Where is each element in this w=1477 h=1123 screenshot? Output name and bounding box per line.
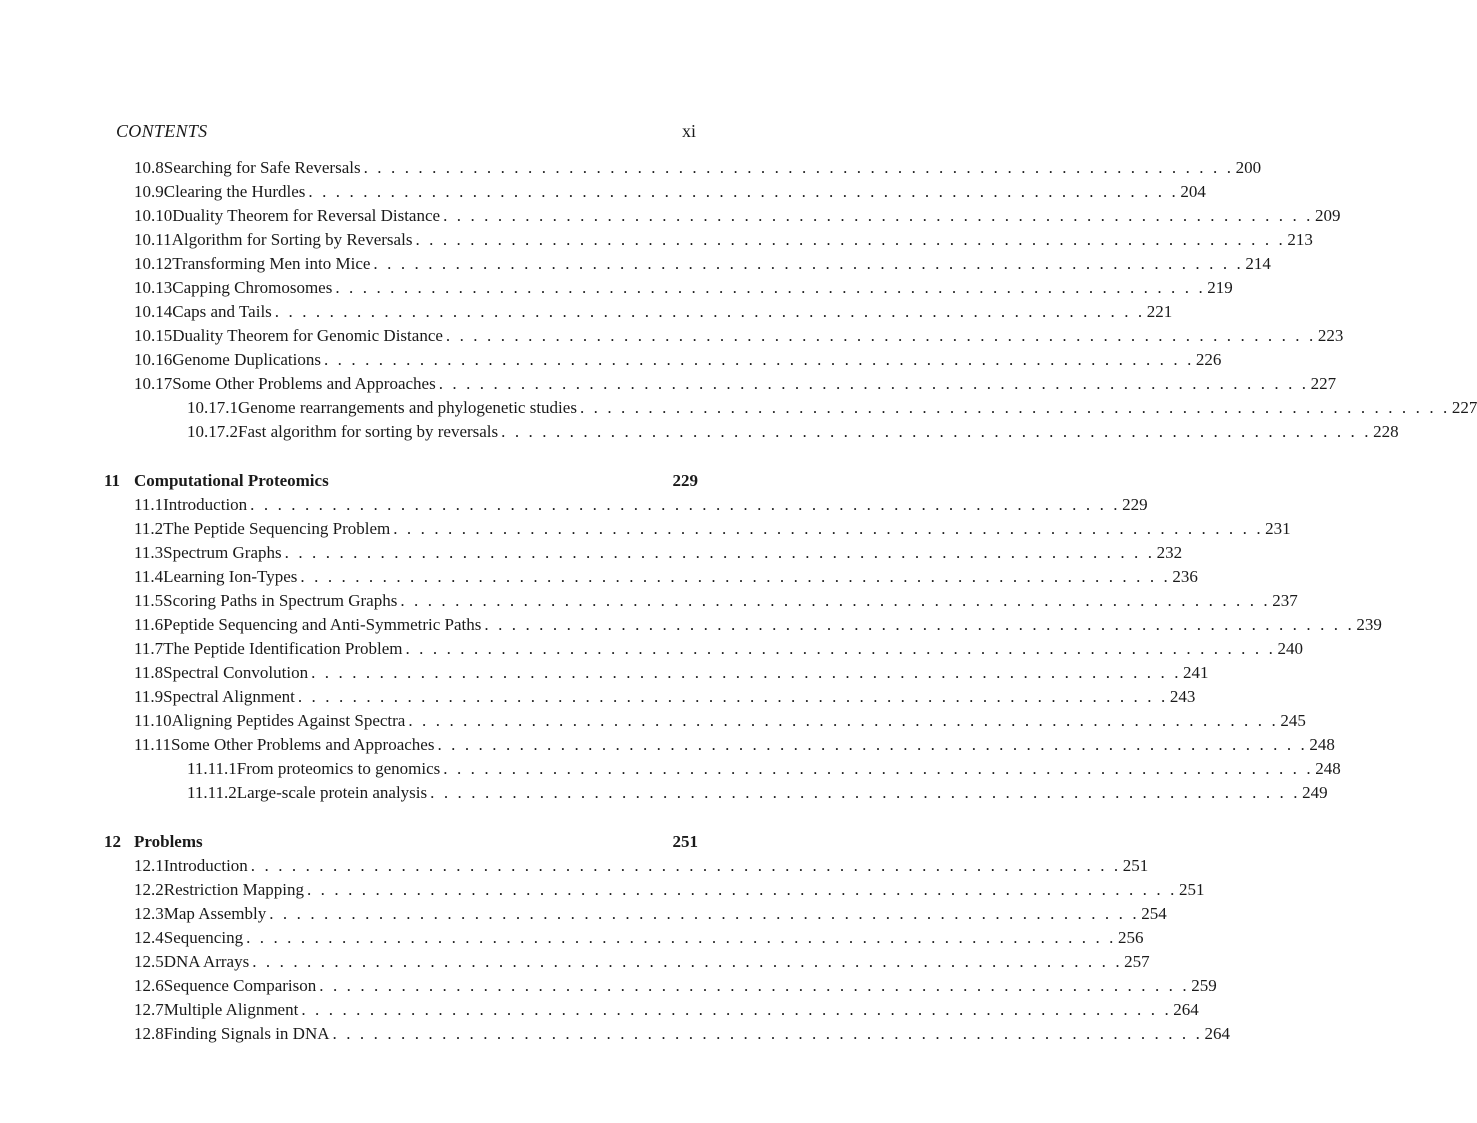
page-number: 245 bbox=[1280, 711, 1306, 730]
section-title: Learning Ion-Types bbox=[163, 567, 298, 586]
page-number: 259 bbox=[1191, 976, 1217, 995]
dot-leader: . . . . . . . . . . . . . . . . . . . . . . . . . . . . . . . . . . . . . . . . . . . . . . . . . . . . . . . . . . . . . . . . bbox=[269, 904, 1140, 923]
toc-entry bbox=[134, 156, 1262, 180]
chapter-heading bbox=[104, 830, 698, 854]
section-title: Genome Duplications bbox=[172, 350, 321, 369]
section-title: Map Assembly bbox=[163, 904, 267, 923]
toc-entry bbox=[134, 493, 1148, 517]
subsection-title: Large-scale protein analysis bbox=[236, 783, 428, 802]
page-number: 264 bbox=[1204, 1024, 1230, 1043]
section-number: 10.10 bbox=[134, 206, 173, 225]
section-title: Duality Theorem for Reversal Distance bbox=[172, 206, 441, 225]
page-number: 209 bbox=[1315, 206, 1341, 225]
page-number: 231 bbox=[1265, 519, 1291, 538]
section-number: 12.3 bbox=[134, 904, 164, 923]
section-title: Spectral Alignment bbox=[163, 687, 295, 706]
section-title: Introduction bbox=[163, 856, 248, 875]
dot-leader: . . . . . . . . . . . . . . . . . . . . . . . . . . . . . . . . . . . . . . . . . . . . . . . . . . . . . . . . . . . . . . . . bbox=[297, 687, 1168, 706]
section-title: Searching for Safe Reversals bbox=[163, 158, 361, 177]
section-number: 11.9 bbox=[134, 687, 164, 706]
page-number: 223 bbox=[1317, 326, 1344, 345]
running-head bbox=[116, 118, 696, 144]
section-number: 10.16 bbox=[134, 350, 173, 369]
toc-entry bbox=[134, 252, 1271, 276]
dot-leader: . . . . . . . . . . . . . . . . . . . . . . . . . . . . . . . . . . . . . . . . . . . . . . . . . . . . . . . . . . . . . . . . bbox=[332, 1024, 1203, 1043]
page-number: 213 bbox=[1287, 230, 1313, 249]
section-title: DNA Arrays bbox=[163, 952, 250, 971]
page-number: 236 bbox=[1172, 567, 1198, 586]
section-number: 10.12 bbox=[134, 254, 173, 273]
section-number: 10.13 bbox=[134, 278, 173, 297]
dot-leader: . . . . . . . . . . . . . . . . . . . . . . . . . . . . . . . . . . . . . . . . . . . . . . . . . . . . . . . . . . . . . . . . bbox=[443, 759, 1314, 778]
toc-subentry bbox=[187, 420, 1399, 444]
toc-entry bbox=[134, 276, 1233, 300]
toc-subentry bbox=[187, 781, 1328, 805]
page-number: 239 bbox=[1356, 615, 1382, 634]
section-title: Multiple Alignment bbox=[163, 1000, 299, 1019]
dot-leader: . . . . . . . . . . . . . . . . . . . . . . . . . . . . . . . . . . . . . . . . . . . . . . . . . . . . . . . . . . . . . . . . bbox=[250, 495, 1121, 514]
toc-entry bbox=[134, 854, 1149, 878]
dot-leader: . . . . . . . . . . . . . . . . . . . . . . . . . . . . . . . . . . . . . . . . . . . . . . . . . . . . . . . . . . . . . . . . bbox=[250, 856, 1121, 875]
page-number: 227 bbox=[1451, 398, 1477, 417]
section-title: Spectral Convolution bbox=[163, 663, 309, 682]
dot-leader: . . . . . . . . . . . . . . . . . . . . . . . . . . . . . . . . . . . . . . . . . . . . . . . . . . . . . . . . . . . . . . . . bbox=[408, 711, 1279, 730]
page-number: 248 bbox=[1309, 735, 1335, 754]
section-number: 12.5 bbox=[134, 952, 164, 971]
section-title: Capping Chromosomes bbox=[172, 278, 333, 297]
dot-leader: . . . . . . . . . . . . . . . . . . . . . . . . . . . . . . . . . . . . . . . . . . . . . . . . . . . . . . . . . . . . . . . . bbox=[311, 663, 1182, 682]
dot-leader: . . . . . . . . . . . . . . . . . . . . . . . . . . . . . . . . . . . . . . . . . . . . . . . . . . . . . . . . . . . . . . . . bbox=[300, 567, 1171, 586]
page-number: 249 bbox=[1302, 783, 1328, 802]
dot-leader: . . . . . . . . . . . . . . . . . . . . . . . . . . . . . . . . . . . . . . . . . . . . . . . . . . . . . . . . . . . . . . . . bbox=[319, 976, 1190, 995]
section-title: Sequencing bbox=[163, 928, 244, 947]
toc-entry bbox=[134, 661, 1209, 685]
toc-entry bbox=[134, 541, 1183, 565]
toc-entry bbox=[134, 565, 1198, 589]
section-number: 11.6 bbox=[134, 615, 164, 634]
dot-leader: . . . . . . . . . . . . . . . . . . . . . . . . . . . . . . . . . . . . . . . . . . . . . . . . . . . . . . . . . . . . . . . . bbox=[445, 326, 1316, 345]
dot-leader: . . . . . . . . . . . . . . . . . . . . . . . . . . . . . . . . . . . . . . . . . . . . . . . . . . . . . . . . . . . . . . . . bbox=[373, 254, 1244, 273]
toc-subentry bbox=[187, 757, 1341, 781]
page-number: 251 bbox=[672, 832, 698, 851]
page-number: 240 bbox=[1277, 639, 1303, 658]
section-number: 12.4 bbox=[134, 928, 164, 947]
toc-entry bbox=[134, 324, 1344, 348]
section-number: 12.7 bbox=[134, 1000, 164, 1019]
page-number: 251 bbox=[1178, 880, 1205, 899]
dot-leader: . . . . . . . . . . . . . . . . . . . . . . . . . . . . . . . . . . . . . . . . . . . . . . . . . . . . . . . . . . . . . . . . bbox=[252, 952, 1123, 971]
toc-entry bbox=[134, 974, 1217, 998]
section-title: Transforming Men into Mice bbox=[172, 254, 371, 273]
dot-leader: . . . . . . . . . . . . . . . . . . . . . . . . . . . . . . . . . . . . . . . . . . . . . . . . . . . . . . . . . . . . . . . . bbox=[443, 206, 1314, 225]
section-number: 11.2 bbox=[134, 519, 164, 538]
section-title: Some Other Problems and Approaches bbox=[171, 735, 435, 754]
toc-entry bbox=[134, 902, 1167, 926]
toc-entry bbox=[134, 709, 1306, 733]
section-title: Introduction bbox=[163, 495, 248, 514]
dot-leader: . . . . . . . . . . . . . . . . . . . . . . . . . . . . . . . . . . . . . . . . . . . . . . . . . . . . . . . . . . . . . . . . bbox=[363, 158, 1234, 177]
toc-entry bbox=[134, 1022, 1230, 1046]
page-number: 229 bbox=[1122, 495, 1148, 514]
section-title: Aligning Peptides Against Spectra bbox=[171, 711, 406, 730]
section-number: 12.1 bbox=[134, 856, 164, 875]
chapter-number: 12 bbox=[104, 832, 121, 851]
page-number: 257 bbox=[1124, 952, 1150, 971]
section-title: The Peptide Sequencing Problem bbox=[163, 519, 391, 538]
dot-leader: . . . . . . . . . . . . . . . . . . . . . . . . . . . . . . . . . . . . . . . . . . . . . . . . . . . . . . . . . . . . . . . . bbox=[308, 182, 1179, 201]
section-number: 11.5 bbox=[134, 591, 164, 610]
toc-entry bbox=[134, 878, 1205, 902]
page-number: 264 bbox=[1173, 1000, 1199, 1019]
toc-entry bbox=[134, 733, 1335, 757]
toc-entry bbox=[134, 372, 1337, 396]
chapter-title: Problems bbox=[134, 832, 203, 851]
section-number: 10.9 bbox=[134, 182, 164, 201]
dot-leader: . . . . . . . . . . . . . . . . . . . . . . . . . . . . . . . . . . . . . . . . . . . . . . . . . . . . . . . . . . . . . . . . bbox=[306, 880, 1177, 899]
section-number: 10.14 bbox=[134, 302, 173, 321]
section-title: Caps and Tails bbox=[172, 302, 272, 321]
toc-entry bbox=[134, 180, 1206, 204]
page-number: 254 bbox=[1141, 904, 1167, 923]
toc-entry bbox=[134, 517, 1291, 541]
section-number: 10.17 bbox=[134, 374, 173, 393]
dot-leader: . . . . . . . . . . . . . . . . . . . . . . . . . . . . . . . . . . . . . . . . . . . . . . . . . . . . . . . . . . . . . . . . bbox=[405, 639, 1276, 658]
section-number: 11.3 bbox=[134, 543, 164, 562]
toc-subentry bbox=[187, 396, 1477, 420]
dot-leader: . . . . . . . . . . . . . . . . . . . . . . . . . . . . . . . . . . . . . . . . . . . . . . . . . . . . . . . . . . . . . . . . bbox=[323, 350, 1194, 369]
page-number: 219 bbox=[1207, 278, 1233, 297]
subsection-title: Fast algorithm for sorting by reversals bbox=[238, 422, 499, 441]
toc-entry bbox=[134, 348, 1222, 372]
page-number: 243 bbox=[1169, 687, 1196, 706]
toc-entry bbox=[134, 300, 1173, 324]
dot-leader: . . . . . . . . . . . . . . . . . . . . . . . . . . . . . . . . . . . . . . . . . . . . . . . . . . . . . . . . . . . . . . . . bbox=[438, 374, 1309, 393]
page-number: 227 bbox=[1310, 374, 1337, 393]
page-number: 237 bbox=[1272, 591, 1298, 610]
dot-leader: . . . . . . . . . . . . . . . . . . . . . . . . . . . . . . . . . . . . . . . . . . . . . . . . . . . . . . . . . . . . . . . . bbox=[400, 591, 1271, 610]
dot-leader: . . . . . . . . . . . . . . . . . . . . . . . . . . . . . . . . . . . . . . . . . . . . . . . . . . . . . . . . . . . . . . . . bbox=[284, 543, 1155, 562]
page-number: 256 bbox=[1118, 928, 1144, 947]
page-number: 232 bbox=[1156, 543, 1183, 562]
section-number: 11.7 bbox=[134, 639, 164, 658]
section-title: Algorithm for Sorting by Reversals bbox=[171, 230, 413, 249]
subsection-number: 11.11.2 bbox=[187, 783, 237, 802]
section-title: Sequence Comparison bbox=[163, 976, 317, 995]
toc-entry bbox=[134, 228, 1313, 252]
section-title: Duality Theorem for Genomic Distance bbox=[172, 326, 443, 345]
dot-leader: . . . . . . . . . . . . . . . . . . . . . . . . . . . . . . . . . . . . . . . . . . . . . . . . . . . . . . . . . . . . . . . . bbox=[393, 519, 1264, 538]
dot-leader: . . . . . . . . . . . . . . . . . . . . . . . . . . . . . . . . . . . . . . . . . . . . . . . . . . . . . . . . . . . . . . . . bbox=[579, 398, 1450, 417]
section-number: 11.1 bbox=[134, 495, 164, 514]
page-number: 221 bbox=[1146, 302, 1173, 321]
toc-entry bbox=[134, 998, 1199, 1022]
section-number: 10.11 bbox=[134, 230, 172, 249]
section-number: 11.11 bbox=[134, 735, 171, 754]
toc-entry bbox=[134, 204, 1341, 228]
section-title: Finding Signals in DNA bbox=[163, 1024, 330, 1043]
toc-entry bbox=[134, 637, 1303, 661]
subsection-number: 10.17.2 bbox=[187, 422, 238, 441]
section-title: Some Other Problems and Approaches bbox=[172, 374, 436, 393]
running-head-title: CONTENTS bbox=[116, 121, 208, 141]
section-number: 11.10 bbox=[134, 711, 172, 730]
section-number: 10.15 bbox=[134, 326, 173, 345]
page-number: 248 bbox=[1315, 759, 1341, 778]
dot-leader: . . . . . . . . . . . . . . . . . . . . . . . . . . . . . . . . . . . . . . . . . . . . . . . . . . . . . . . . . . . . . . . . bbox=[501, 422, 1372, 441]
chapter-heading bbox=[104, 469, 698, 493]
section-title: Clearing the Hurdles bbox=[163, 182, 306, 201]
page-number: 228 bbox=[1373, 422, 1399, 441]
page-number: 204 bbox=[1180, 182, 1206, 201]
toc-entry bbox=[134, 685, 1196, 709]
section-title: Peptide Sequencing and Anti-Symmetric Paths bbox=[163, 615, 482, 634]
section-title: Scoring Paths in Spectrum Graphs bbox=[163, 591, 398, 610]
toc-entry bbox=[134, 950, 1150, 974]
dot-leader: . . . . . . . . . . . . . . . . . . . . . . . . . . . . . . . . . . . . . . . . . . . . . . . . . . . . . . . . . . . . . . . . bbox=[335, 278, 1206, 297]
section-title: Spectrum Graphs bbox=[163, 543, 282, 562]
dot-leader: . . . . . . . . . . . . . . . . . . . . . . . . . . . . . . . . . . . . . . . . . . . . . . . . . . . . . . . . . . . . . . . . bbox=[274, 302, 1145, 321]
section-number: 10.8 bbox=[134, 158, 164, 177]
dot-leader: . . . . . . . . . . . . . . . . . . . . . . . . . . . . . . . . . . . . . . . . . . . . . . . . . . . . . . . . . . . . . . . . bbox=[246, 928, 1117, 947]
chapter-title: Computational Proteomics bbox=[134, 471, 329, 490]
section-number: 12.8 bbox=[134, 1024, 164, 1043]
dot-leader: . . . . . . . . . . . . . . . . . . . . . . . . . . . . . . . . . . . . . . . . . . . . . . . . . . . . . . . . . . . . . . . . bbox=[430, 783, 1301, 802]
toc-entry bbox=[134, 926, 1144, 950]
subsection-title: Genome rearrangements and phylogenetic studies bbox=[238, 398, 577, 417]
section-number: 12.2 bbox=[134, 880, 164, 899]
page-number: 200 bbox=[1235, 158, 1262, 177]
page-number: 229 bbox=[672, 471, 698, 490]
subsection-number: 10.17.1 bbox=[187, 398, 238, 417]
section-title: The Peptide Identification Problem bbox=[163, 639, 403, 658]
section-number: 11.4 bbox=[134, 567, 164, 586]
chapter-number: 11 bbox=[104, 471, 121, 490]
section-number: 11.8 bbox=[134, 663, 164, 682]
page-number: 251 bbox=[1122, 856, 1149, 875]
dot-leader: . . . . . . . . . . . . . . . . . . . . . . . . . . . . . . . . . . . . . . . . . . . . . . . . . . . . . . . . . . . . . . . . bbox=[437, 735, 1308, 754]
subsection-title: From proteomics to genomics bbox=[236, 759, 441, 778]
page-number: 226 bbox=[1195, 350, 1222, 369]
page-number: 241 bbox=[1183, 663, 1209, 682]
section-number: 12.6 bbox=[134, 976, 164, 995]
subsection-number: 11.11.1 bbox=[187, 759, 237, 778]
toc-entry bbox=[134, 589, 1298, 613]
running-head-page-number: xi bbox=[681, 121, 696, 141]
dot-leader: . . . . . . . . . . . . . . . . . . . . . . . . . . . . . . . . . . . . . . . . . . . . . . . . . . . . . . . . . . . . . . . . bbox=[415, 230, 1286, 249]
toc-entry bbox=[134, 613, 1382, 637]
section-title: Restriction Mapping bbox=[163, 880, 304, 899]
page-number: 214 bbox=[1245, 254, 1271, 273]
dot-leader: . . . . . . . . . . . . . . . . . . . . . . . . . . . . . . . . . . . . . . . . . . . . . . . . . . . . . . . . . . . . . . . . bbox=[484, 615, 1355, 634]
dot-leader: . . . . . . . . . . . . . . . . . . . . . . . . . . . . . . . . . . . . . . . . . . . . . . . . . . . . . . . . . . . . . . . . bbox=[301, 1000, 1172, 1019]
